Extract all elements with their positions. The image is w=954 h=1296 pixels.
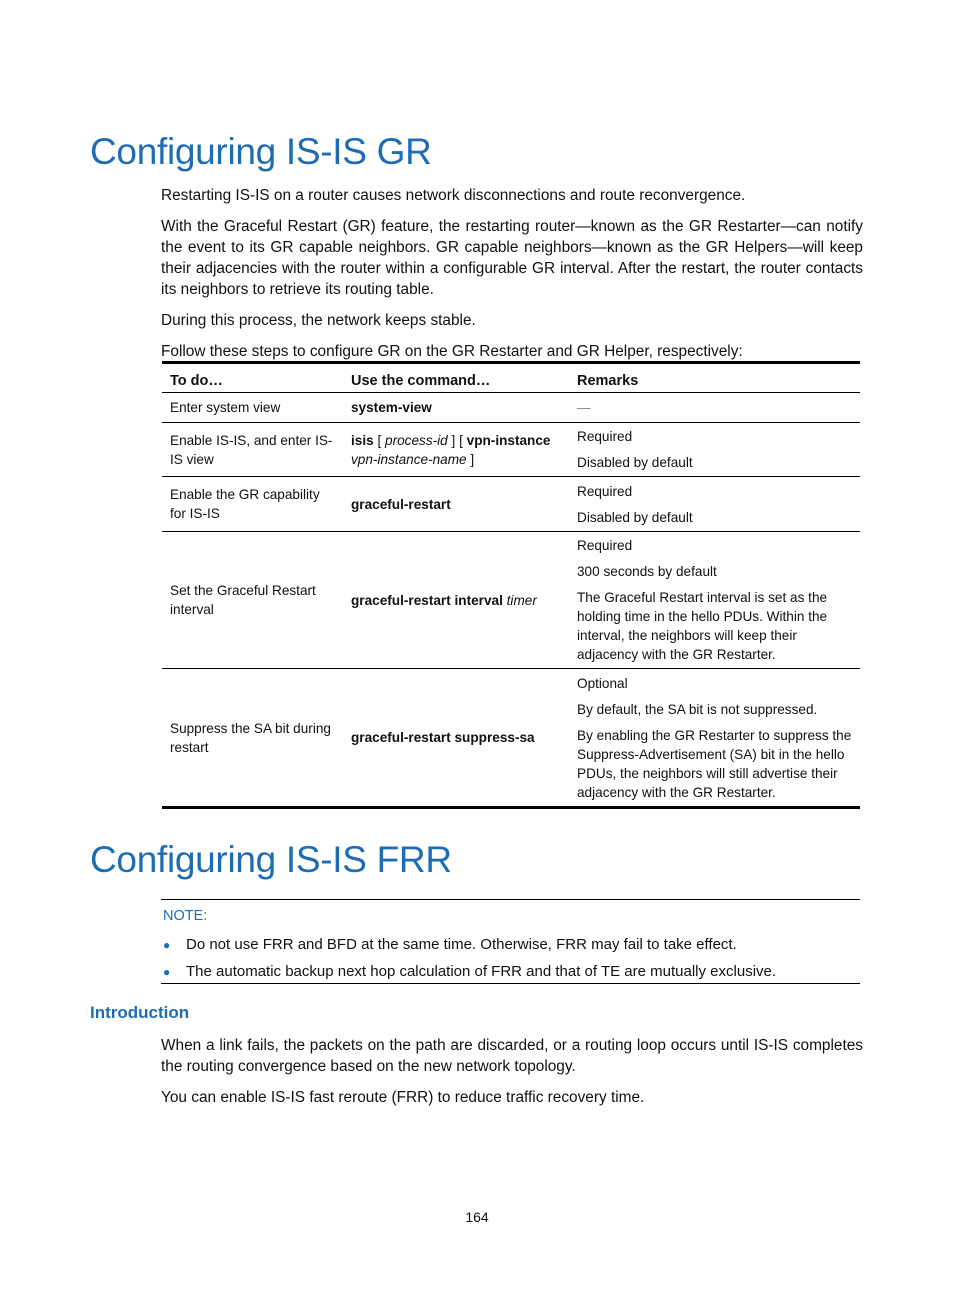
remarks-cell [569,423,860,477]
command-keyword: graceful-restart [351,496,451,512]
table-row [162,477,860,532]
bullet-icon: ● [163,938,171,952]
remarks-cell [569,532,860,669]
command-argument: vpn-instance-name [351,451,467,467]
command-keyword: vpn-instance [466,432,551,448]
command-keyword: graceful-restart suppress-sa [351,730,535,745]
remark-text: Required [577,538,633,553]
remark-text: Disabled by default [577,509,693,525]
command-syntax: ] [ [447,432,467,448]
command-syntax: [ [373,432,386,448]
page-number: 164 [465,1209,489,1225]
note-item-text: Do not use FRR and BFD at the same time. Otherwise, FRR may fail to take effect. [186,936,737,953]
table-row [162,393,860,423]
command-argument: process-id [385,432,448,448]
remarks-cell [569,393,860,423]
page-title-gr: Configuring IS-IS GR [90,131,432,172]
paragraph: Restarting IS-IS on a router causes network disconnections and route reconvergence. [161,187,746,204]
todo-cell: Set the Graceful Restart interval [162,532,343,669]
remarks-cell [569,669,860,808]
command-keyword: isis [351,432,374,448]
command-cell [343,423,569,477]
table-row [162,532,860,669]
remark-text: Optional [577,675,628,691]
todo-cell: Enable IS-IS, and enter IS-IS view [162,423,343,477]
column-header-remarks: Remarks [569,363,860,393]
table-header-row [162,363,860,393]
table-row [162,423,860,477]
todo-cell: Suppress the SA bit during restart [162,669,343,808]
note-item-text: The automatic backup next hop calculation of FRR and that of TE are mutually exclusive. [186,963,777,980]
remark-text: Required [577,429,633,444]
paragraph: When a link fails, the packets on the path are discarded, or a routing loop occurs until IS-IS completes the routing convergence based on the new network topology. [161,1037,863,1075]
command-cell [343,532,569,669]
command-keyword: system-view [351,400,432,415]
table-row [162,669,860,808]
bullet-icon: ● [163,965,171,979]
remark-text: Required [577,483,633,499]
todo-cell: Enable the GR capability for IS-IS [162,477,343,532]
command-keyword: graceful-restart interval [351,592,503,608]
command-syntax: ] [466,451,475,467]
command-cell [343,393,569,423]
todo-cell: Enter system view [162,393,343,423]
paragraph: With the Graceful Restart (GR) feature, the restarting router—known as the GR Restarter—can notify the event to its GR capable neighbors. GR capable neighbors—known as the GR Helpers—will keep their adjacencies with the router within a configurable GR interval. After the restart, the router contacts its neighbors to retrieve its routing table. [161,218,863,298]
section-heading-introduction: Introduction [90,1003,190,1022]
column-header-command: Use the command… [343,363,569,393]
remark-text: By default, the SA bit is not suppressed. [577,701,818,717]
remark-text: Disabled by default [577,455,693,470]
page-title-frr: Configuring IS-IS FRR [90,839,452,880]
command-cell [343,669,569,808]
steps-table [162,361,860,809]
remark-text: By enabling the GR Restarter to suppress the Suppress-Advertisement (SA) bit in the hello PDUs, the neighbors will still advertise their adjacency with the GR Restarter. [577,727,852,800]
column-header-todo: To do… [162,363,343,393]
paragraph: During this process, the network keeps stable. [161,312,476,329]
paragraph: Follow these steps to configure GR on the GR Restarter and GR Helper, respectively: [161,343,743,360]
command-argument: timer [506,592,537,608]
remark-dash: — [577,400,591,415]
note-label: NOTE: [163,908,208,924]
remarks-cell [569,477,860,532]
note-box [161,899,860,984]
remark-text: The Graceful Restart interval is set as the holding time in the hello PDUs. Within the interval, the neighbors will keep their adjacency with the GR Restarter. [577,590,828,662]
remark-text: 300 seconds by default [577,564,717,579]
command-cell [343,477,569,532]
paragraph: You can enable IS-IS fast reroute (FRR) to reduce traffic recovery time. [161,1089,645,1106]
